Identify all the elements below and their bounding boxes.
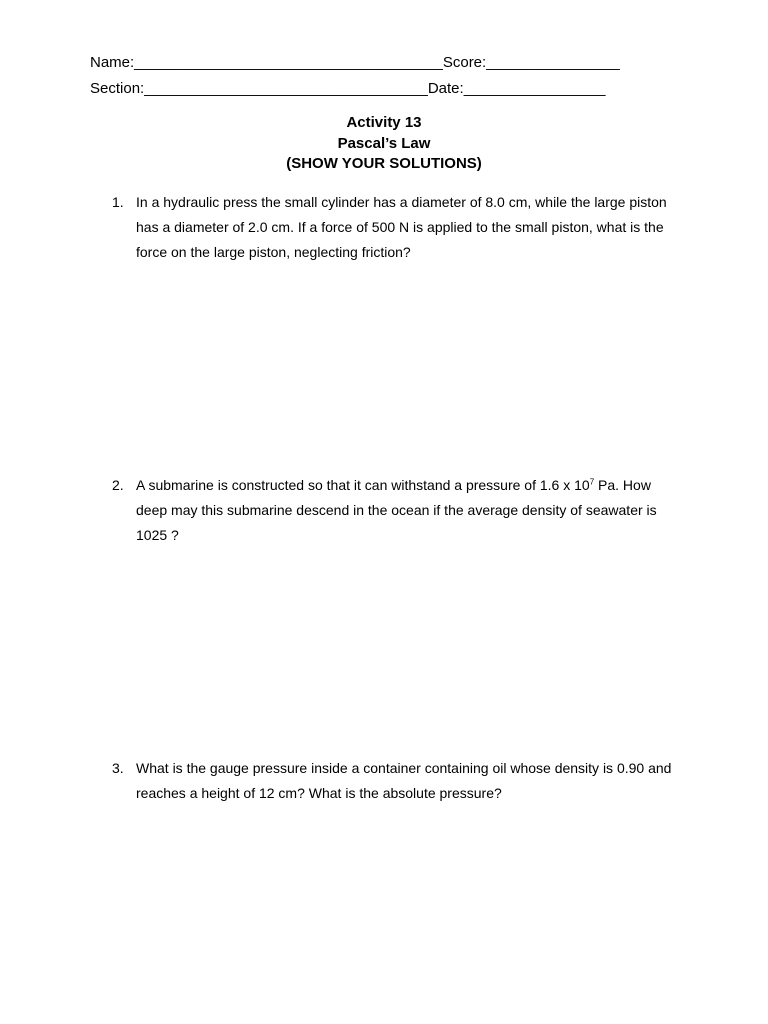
question-number: 2. (112, 477, 124, 493)
question-line: force on the large piston, neglecting friction? (136, 244, 411, 260)
question-number: 1. (112, 194, 124, 210)
instruction-title: (SHOW YOUR SOLUTIONS) (286, 155, 482, 172)
section-date-line: Section:__________________________________Date:_________________ (90, 80, 606, 97)
question-line: What is the gauge pressure inside a container containing oil whose density is 0.90 and (136, 760, 672, 776)
question-number: 3. (112, 760, 124, 776)
title-block (0, 113, 768, 175)
exponent: 7 (589, 477, 595, 487)
question-line: 1025 ? (136, 527, 179, 543)
question-line: deep may this submarine descend in the ocean if the average density of seawater is (136, 502, 657, 518)
question-line-part: A submarine is constructed so that it can withstand a pressure of 1.6 x 10 (136, 477, 590, 493)
question-line (136, 473, 672, 498)
question-line: has a diameter of 2.0 cm. If a force of 500 N is applied to the small piston, what is the (136, 219, 664, 235)
question-text (136, 756, 672, 806)
question-text (136, 190, 672, 265)
name-score-line: Name:_____________________________________Score:________________ (90, 54, 620, 71)
topic-title: Pascal’s Law (337, 134, 431, 152)
question-line: In a hydraulic press the small cylinder has a diameter of 8.0 cm, while the large piston (136, 194, 667, 210)
question-line: reaches a height of 12 cm? What is the absolute pressure? (136, 785, 502, 801)
question-text (136, 473, 672, 548)
activity-title: Activity 13 (346, 114, 422, 131)
question-line-part: Pa. How (594, 477, 651, 493)
